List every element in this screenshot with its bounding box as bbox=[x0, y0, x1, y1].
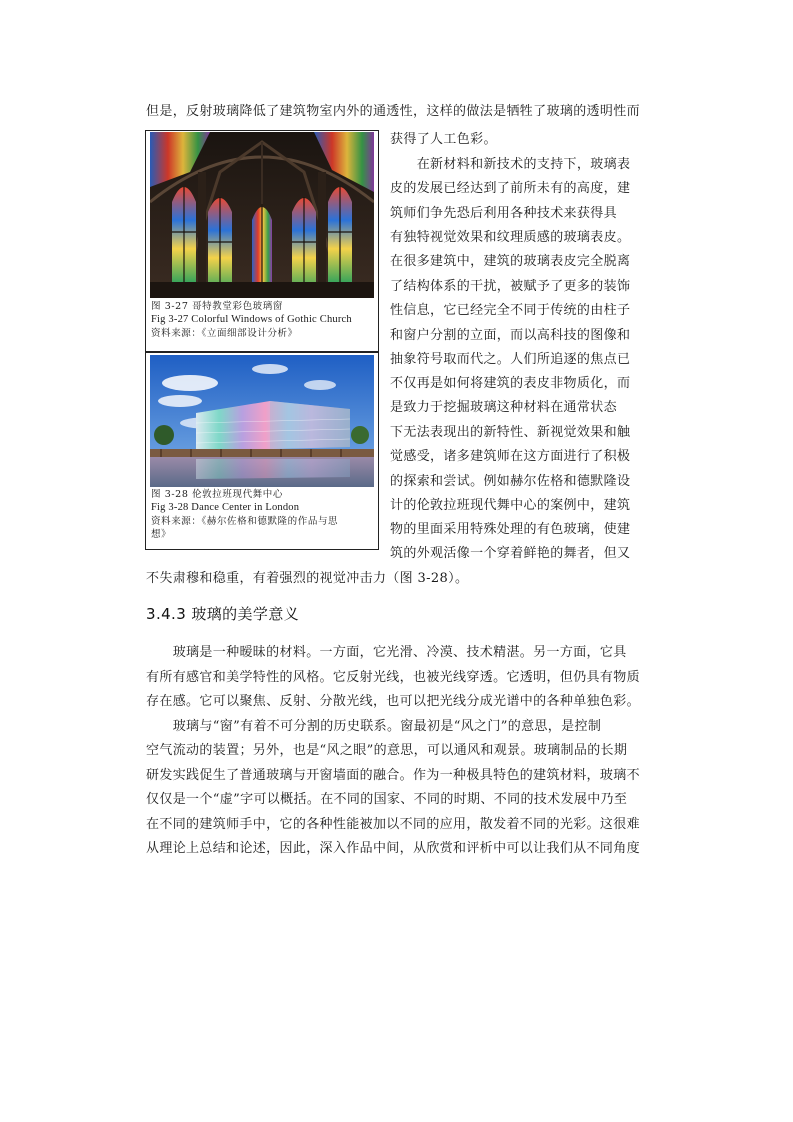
paragraph-line: 有所有感官和美学特性的风格。它反射光线，也被光线穿透。它透明，但仍具有物质 bbox=[146, 670, 640, 685]
wrapped-paragraph-line: 获得了人工色彩。 bbox=[390, 132, 497, 147]
wrapped-paragraph-line: 性信息，它已经完全不同于传统的由柱子 bbox=[390, 303, 631, 318]
figure-caption-en: Fig 3-28 Dance Center in London bbox=[151, 502, 300, 513]
section-heading: 3.4.3 玻璃的美学意义 bbox=[146, 605, 300, 623]
wrapped-paragraph-line: 筑师们争先恐后利用各种技术来获得具 bbox=[390, 206, 617, 221]
wrapped-paragraph-line: 的探索和尝试。例如赫尔佐格和德默隆设 bbox=[390, 474, 631, 489]
wrapped-paragraph-line: 在新材料和新技术的支持下，玻璃表 bbox=[390, 157, 631, 172]
wrapped-paragraph-line: 不仅再是如何将建筑的表皮非物质化，而 bbox=[390, 376, 631, 391]
paragraph-line: 仅仅是一个“虚”字可以概括。在不同的国家、不同的时期、不同的技术发展中乃至 bbox=[146, 792, 628, 807]
wrapped-paragraph-line: 在很多建筑中，建筑的玻璃表皮完全脱离 bbox=[390, 254, 631, 269]
paragraph-line: 玻璃与“窗”有着不可分割的历史联系。窗最初是“风之门”的意思，是控制 bbox=[146, 719, 602, 734]
figure-caption-cn: 图 3-28 伦敦拉班现代舞中心 bbox=[151, 489, 283, 500]
wrapped-paragraph-line: 物的里面采用特殊处理的有色玻璃，使建 bbox=[390, 522, 631, 537]
wrapped-paragraph-line: 是致力于挖掘玻璃这种材料在通常状态 bbox=[390, 400, 617, 415]
figure-source: 资料来源：《赫尔佐格和德默隆的作品与思 bbox=[151, 516, 339, 527]
paragraph-line: 玻璃是一种暧昧的材料。一方面，它光滑、冷漠、技术精湛。另一方面，它具 bbox=[146, 645, 627, 660]
dance-center-photo bbox=[150, 355, 374, 487]
paragraph-line: 研发实践促生了普通玻璃与开窗墙面的融合。作为一种极具特色的建筑材料，玻璃不 bbox=[146, 768, 640, 783]
paragraph-line: 从理论上总结和论述，因此，深入作品中间，从欣赏和评析中可以让我们从不同角度 bbox=[146, 841, 640, 856]
wrapped-paragraph-line: 皮的发展已经达到了前所未有的高度，建 bbox=[390, 181, 631, 196]
figure-gothic-windows bbox=[145, 130, 379, 352]
wrapped-paragraph-line: 和窗户分割的立面，而以高科技的图像和 bbox=[390, 328, 631, 343]
wrapped-paragraph-line: 抽象符号取而代之。人们所追逐的焦点已 bbox=[390, 352, 631, 367]
figure-caption-en: Fig 3-27 Colorful Windows of Gothic Church bbox=[151, 314, 352, 325]
paragraph-line: 不失肃穆和稳重，有着强烈的视觉冲击力（图 3-28）。 bbox=[146, 571, 469, 586]
gothic-church-photo bbox=[150, 132, 374, 298]
wrapped-paragraph-line: 筑的外观活像一个穿着鲜艳的舞者，但又 bbox=[390, 546, 631, 561]
wrapped-paragraph-line: 觉感受，诸多建筑师在这方面进行了积极 bbox=[390, 449, 631, 464]
figure-source: 想》 bbox=[151, 529, 172, 540]
figure-dance-center bbox=[145, 352, 379, 550]
figure-source: 资料来源：《立面细部设计分析》 bbox=[151, 328, 298, 339]
paragraph-line: 存在感。它可以聚焦、反射、分散光线，也可以把光线分成光谱中的各种单独色彩。 bbox=[146, 694, 640, 709]
wrapped-paragraph-line: 有独特视觉效果和纹理质感的玻璃表皮。 bbox=[390, 230, 631, 245]
wrapped-paragraph-line: 下无法表现出的新特性、新视觉效果和触 bbox=[390, 425, 631, 440]
figure-caption-cn: 图 3-27 哥特教堂彩色玻璃窗 bbox=[151, 301, 283, 312]
paragraph-line: 空气流动的装置；另外，也是“风之眼”的意思，可以通风和观景。玻璃制品的长期 bbox=[146, 743, 628, 758]
paragraph-line: 但是，反射玻璃降低了建筑物室内外的通透性，这样的做法是牺牲了玻璃的透明性而 bbox=[146, 104, 640, 119]
wrapped-paragraph-line: 了结构体系的干扰，被赋予了更多的装饰 bbox=[390, 279, 631, 294]
wrapped-paragraph-line: 计的伦敦拉班现代舞中心的案例中，建筑 bbox=[390, 498, 631, 513]
paragraph-line: 在不同的建筑师手中，它的各种性能被加以不同的应用，散发着不同的光彩。这很难 bbox=[146, 817, 640, 832]
